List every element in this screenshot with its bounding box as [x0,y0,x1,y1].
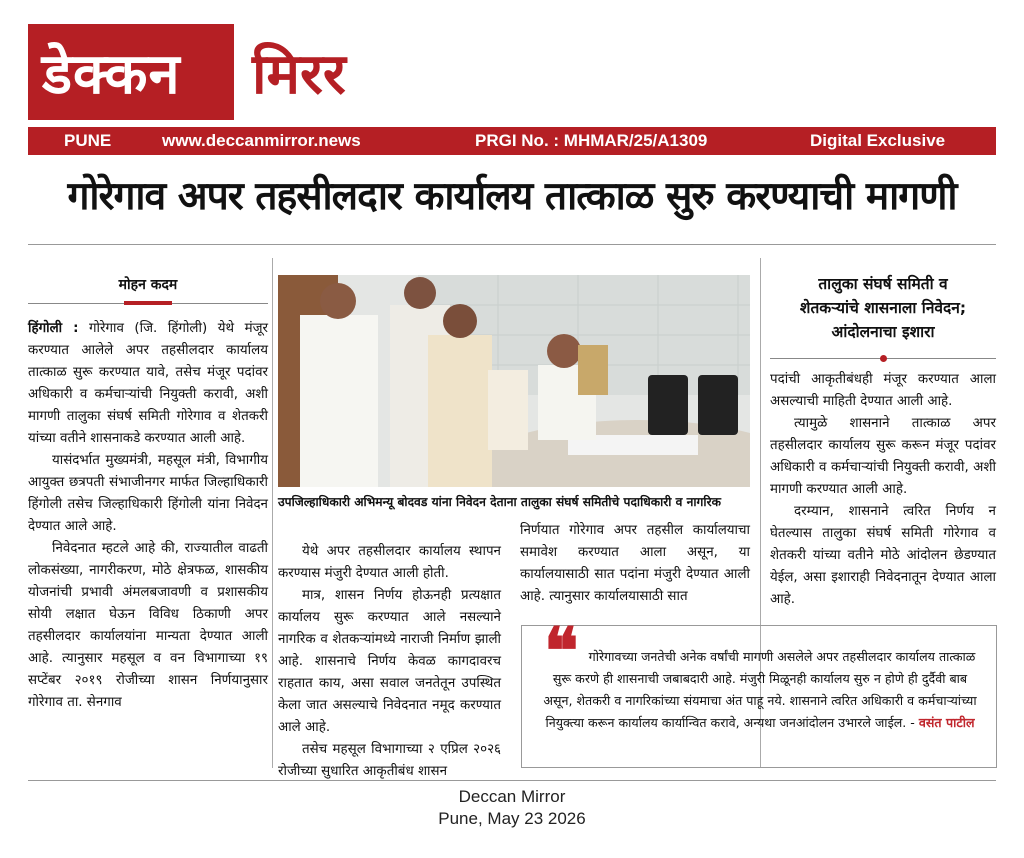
paragraph: दरम्यान, शासनाने त्वरित निर्णय न घेतल्यास तालुका संघर्ष समिती गोरेगाव व शेतकरी यांच्या वतीने मोठे आंदोलन छेडण्यात येईल, असा इशाराही निवेदनातून देण्यात आला आहे. [770,504,996,607]
sidebar-divider [770,358,996,359]
news-photo [278,275,750,487]
city-label: PUNE [64,131,112,150]
website-label: www.deccanmirror.news [162,131,361,150]
paragraph: यासंदर्भात मुख्यमंत्री, महसूल मंत्री, विभागीय आयुक्त छत्रपती संभाजीनगर मार्फत जिल्हाधिकारी हिंगोली तसेच जिल्हाधिकारी हिंगोली यांना निवेदन देण्यात आले आहे. [28,453,268,534]
byline: मोहन कदम [118,277,178,293]
headline: गोरेगाव अपर तहसीलदार कार्यालय तात्काळ सुरु करण्याची मागणी [67,174,957,219]
paragraph: त्यामुळे शासनाने तात्काळ अपर तहसीलदार कार्यालय सुरू करून मंजूर पदांवर अधिकारी व कर्मचाऱ्यांची नियुक्ती करावी, अशी मागणी करण्यात आली आहे. [770,416,996,497]
article-column-2 [278,541,501,783]
photo-illustration [278,275,750,487]
paragraph: निर्णयात गोरेगाव अपर तहसील कार्यालयाचा समावेश करण्यात आला असून, या कार्यालयासाठी सात पदांना मंजुरी देण्यात आली आहे. त्यानुसार कार्यालयासाठी सात [520,523,750,604]
paragraph: येथे अपर तहसीलदार कार्यालय स्थापन करण्यास मंजुरी देण्यात आली होती. [278,544,501,581]
article-column-3 [520,520,750,608]
quote-author: वसंत पाटील [918,715,975,730]
article-column-4 [770,369,996,611]
logo-right-text: मिरर [252,42,346,107]
byline-divider [28,303,268,304]
exclusive-label: Digital Exclusive [810,131,946,150]
footer [0,786,1024,830]
paragraph: मात्र, शासन निर्णय होऊनही प्रत्यक्षात कार्यालय सुरू करण्यात आले नसल्याने नागरिक व शेतकऱ्यांमध्ये नाराजी निर्माण झाली आहे. शासनाचे निर्णय केवळ कागदावरच राहतात काय, असा सवाल जनतेतून उपस्थित केला जात असल्याचे निवेदनात नमूद करण्यात आले आहे. [278,588,501,735]
paragraph: हिंगोली : गोरेगाव (जि. हिंगोली) येथे मंजूर करण्यात आलेले अपर तहसीलदार कार्यालय तात्काळ सुरू करण्यात यावे, तसेच मंजूर पदांवर अधिकारी व कर्मचाऱ्यांची नियुक्ती करावी, अशी मागणी तालुका संघर्ष समिती गोरेगाव व शेतकरी यांच्या वतीने शासनाकडे करण्यात आली आहे. [28,321,269,446]
footer-date: Pune, May 23 2026 [438,809,586,828]
quote-box [521,614,997,768]
photo-caption: उपजिल्हाधिकारी अभिमन्यू बोदवड यांना निवेदन देताना तालुका संघर्ष समितीचे पदाधिकारी व नागरिक [278,495,721,509]
headline-divider [28,244,996,245]
quote-mark-icon: ❝ [544,614,579,689]
footer-divider [28,780,996,781]
logo-left-text: डेक्कन [42,42,181,107]
paragraph: तसेच महसूल विभागाच्या २ एप्रिल २०२६ रोजीच्या सुधारित आकृतीबंध शासन [278,742,501,779]
info-bar [28,127,996,155]
column-divider [272,258,273,768]
paragraph: पदांची आकृतीबंधही मंजूर करण्यात आला असल्याची माहिती देण्यात आली आहे. [770,372,996,409]
article-column-1 [28,318,268,714]
paragraph: निवेदनात म्हटले आहे की, राज्यातील वाढती लोकसंख्या, नागरीकरण, मोठे क्षेत्रफळ, शासकीय योजनांची प्रभावी अंमलबजावणी व प्रशासकीय सोयी लक्षात घेऊन विविध ठिकाणी अपर तहसीलदार कार्यालयांना मान्यता देण्यात आली आहे. त्यानुसार महसूल व वन विभागाच्या १९ सप्टेंबर २०१९ रोजीच्या शासन निर्णयानुसार गोरेगाव ता. सेनगाव [28,541,268,710]
dateline: हिंगोली : [28,321,79,336]
logo-block [28,24,234,120]
footer-brand: Deccan Mirror [458,787,566,806]
prgi-label: PRGI No. : MHMAR/25/A1309 [475,131,708,150]
sidebar-heading: तालुका संघर्ष समिती व शेतकऱ्यांचे शासनाला निवेदन; आंदोलनाचा इशारा [799,275,967,341]
quote-text: गोरेगावच्या जनतेची अनेक वर्षांची मागणी असलेले अपर तहसीलदार कार्यालय तात्काळ सुरू करणे ही शासनाची जबाबदारी आहे. मंजुरी मिळूनही कार्यालय सुरु न होणे ही दुर्दैवी बाब असून, शेतकरी व नागरिकांच्या संयमाचा अंत पाहू नये. शासनाने त्वरित अधिकारी व कर्मचाऱ्यांच्या नियुक्त्या करून कार्यालय कार्यान्वित करावे, अन्यथा जनआंदोलन उभारले जाईल. - वसंत पाटील [543,649,977,730]
